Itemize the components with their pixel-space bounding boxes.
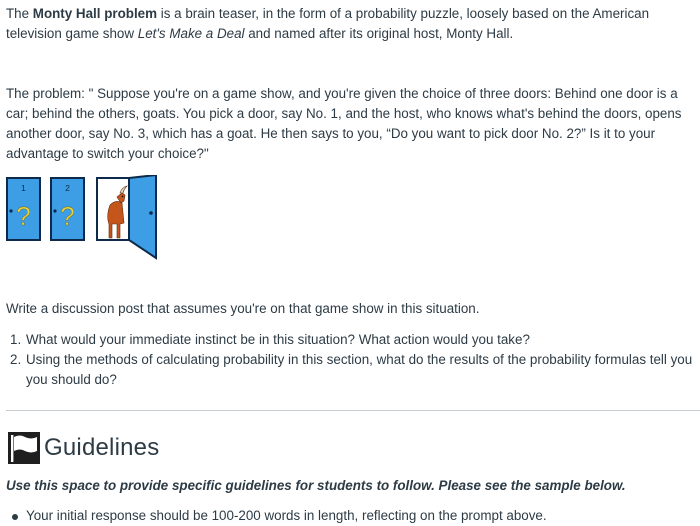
door-1 <box>7 178 40 240</box>
intro-text-3: and named after its original host, Monty Hall. <box>244 26 514 41</box>
flag-icon <box>8 432 40 464</box>
door-2-question-mark: ? <box>60 201 75 231</box>
question-item <box>6 350 696 390</box>
guidelines-title: Guidelines <box>44 434 160 461</box>
door-2-number: 2 <box>65 183 70 193</box>
guidelines-heading <box>8 431 159 465</box>
door-1-number: 1 <box>21 183 26 193</box>
monty-hall-doors-image <box>6 175 166 261</box>
question-list <box>6 330 696 390</box>
intro-paragraph <box>6 4 696 44</box>
bullet-icon <box>12 514 18 520</box>
guideline-item <box>6 506 696 526</box>
discussion-prompt: Write a discussion post that assumes you're on that game show in this situation. <box>6 301 480 316</box>
guidelines-list <box>6 506 696 526</box>
door-3-open-with-goat <box>97 175 156 258</box>
problem-paragraph: The problem: " Suppose you're on a game show, and you're given the choice of three doors: Behind one door is a car; behind the others, goats. You pick a door, say No. 1, and the host, who knows what's behind the doors, opens another door, say No. 3, which has a goat. He then says to you, “Do you want to pick door No. 2?” Is it to your advantage to switch your choice?" <box>6 86 682 161</box>
question-text: What would your immediate instinct be in this situation? What action would you take? <box>26 332 530 347</box>
section-divider <box>6 410 700 411</box>
doors-illustration <box>6 175 166 261</box>
intro-text-2: is a brain teaser, in the form of a probability puzzle, loosely based on the American television game show <box>6 6 650 41</box>
door-1-question-mark: ? <box>16 201 31 231</box>
guidelines-instruction: Use this space to provide specific guidelines for students to follow. Please see the sample below. <box>6 478 626 493</box>
question-text: Using the methods of calculating probability in this section, what do the results of the probability formulas tell you you should do? <box>26 352 693 387</box>
question-number: 1. <box>10 332 22 347</box>
open-door-panel <box>129 175 156 258</box>
guideline-text: Your initial response should be 100-200 words in length, reflecting on the prompt above. <box>26 508 547 523</box>
door-2 <box>51 178 84 240</box>
question-item <box>6 330 696 350</box>
question-number: 2. <box>10 352 22 367</box>
intro-text-1: The <box>6 6 33 21</box>
intro-italic-show-name: Let's Make a Deal <box>137 26 245 41</box>
intro-bold-term: Monty Hall problem <box>32 6 158 21</box>
